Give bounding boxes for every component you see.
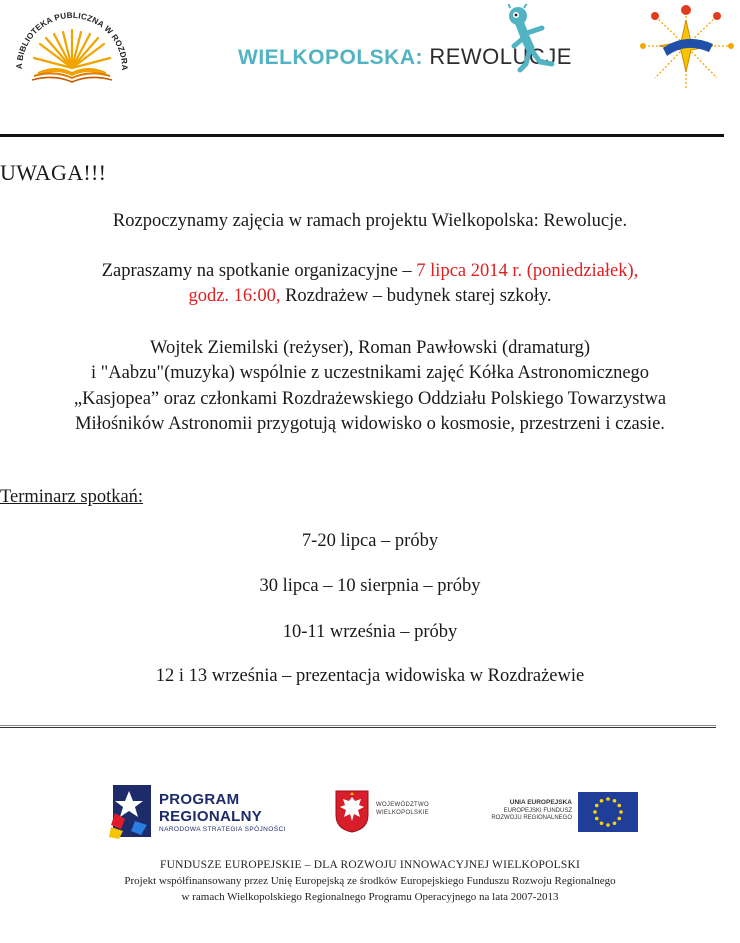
schedule-item: 10-11 września – próby: [282, 622, 458, 642]
invitation-place: Rozdrażew – budynek starej szkoły.: [280, 286, 552, 306]
cofinanced-line-2: w ramach Wielkopolskiego Regionalnego Programu Operacyjnego na lata 2007-2013: [181, 891, 559, 903]
wojewodztwo-name: [376, 801, 429, 817]
schedule-item: 30 lipca – 10 sierpnia – próby: [259, 576, 481, 596]
footer-divider-top: [0, 725, 716, 726]
cofinanced-line-1: Projekt współfinansowany przez Unię Europejską ze środków Europejskiego Funduszu Rozwoju Regionalnego: [124, 875, 616, 887]
eu-star: [617, 817, 621, 821]
eu-star: [595, 817, 599, 821]
program-line-2: REGIONALNY: [159, 808, 263, 825]
ue-line-1: UNIA EUROPEJSKA: [509, 799, 572, 806]
woj-line-2: WIELKOPOLSKIE: [376, 810, 429, 816]
program-regionalny-logo: [107, 783, 307, 839]
program-regionalny-star-icon: [107, 783, 155, 839]
eu-flag-icon: [578, 792, 638, 832]
eu-star: [613, 821, 617, 825]
footer-divider: [0, 727, 716, 728]
wojewodztwo-logo: [334, 789, 454, 835]
invitation-date: 7 lipca 2014 r. (poniedziałek),: [416, 261, 639, 281]
eu-star: [595, 804, 599, 808]
ue-line-3: ROZWOJU REGIONALNEGO: [491, 815, 572, 821]
schedule-heading: Terminarz spotkań:: [0, 487, 144, 507]
library-book-sun-logo-icon: [8, 6, 136, 88]
invitation-time: godz. 16:00,: [188, 286, 281, 306]
header-divider: [0, 134, 724, 137]
ue-line-2: EUROPEJSKI FUNDUSZ: [503, 807, 572, 814]
program-name: [159, 791, 262, 825]
description-line: Wojtek Ziemilski (reżyser), Roman Pawłowski (dramaturg): [149, 338, 590, 358]
schedule-item: 12 i 13 września – prezentacja widowiska w Rozdrażewie: [155, 666, 585, 686]
eagle-coat-of-arms-icon: [334, 789, 370, 833]
library-logo-text: A BIBLIOTEKA PUBLICZNA W ROZDRA: [14, 10, 130, 71]
notice-intro: Rozpoczynamy zajęcia w ramach projektu Wielkopolska: Rewolucje.: [112, 211, 628, 231]
mascot-figure-icon: [500, 4, 562, 74]
description-line: Miłośników Astronomii przygotują widowisko o kosmosie, przestrzeni i czasie.: [75, 414, 665, 434]
kasjopea-logo: [633, 2, 739, 92]
eu-logo: [476, 790, 638, 836]
wielkopolska-rewolucje-logo: [238, 4, 572, 74]
eu-star: [613, 799, 617, 803]
invitation-line-1: [0, 259, 740, 283]
schedule-item: 7-20 lipca – próby: [301, 531, 439, 551]
eu-fund-name: [476, 799, 572, 823]
invitation-lead: Zapraszamy na spotkanie organizacyjne –: [101, 261, 417, 281]
program-line-1: PROGRAM: [159, 791, 240, 808]
woj-line-1: WOJEWÓDZTWO: [376, 802, 429, 808]
eu-star: [600, 799, 604, 803]
wlkp-logo-part2: REWOLUCJE: [429, 44, 572, 69]
program-subtitle: NARODOWA STRATEGIA SPÓJNOŚCI: [159, 826, 286, 833]
eu-star: [606, 823, 610, 827]
description-line: „Kasjopea” oraz członkami Rozdrażewskiego Oddziału Polskiego Towarzystwa: [73, 389, 667, 409]
star-compass-logo-icon: [633, 2, 739, 92]
eu-star: [617, 804, 621, 808]
eu-star: [619, 810, 623, 814]
notice-heading: UWAGA!!!: [0, 160, 107, 185]
wlkp-logo-part1: WIELKOPOLSKA:: [238, 46, 423, 69]
library-logo: [8, 6, 136, 88]
eu-star: [600, 821, 604, 825]
funds-line: FUNDUSZE EUROPEJSKIE – DLA ROZWOJU INNOWACYJNEJ WIELKOPOLSKI: [159, 859, 581, 871]
description-line: i "Aabzu"(muzyka) wspólnie z uczestnikami zajęć Kółka Astronomicznego: [90, 363, 650, 383]
eu-star: [606, 797, 610, 801]
eu-star: [593, 810, 597, 814]
invitation-line-2: [0, 284, 740, 308]
